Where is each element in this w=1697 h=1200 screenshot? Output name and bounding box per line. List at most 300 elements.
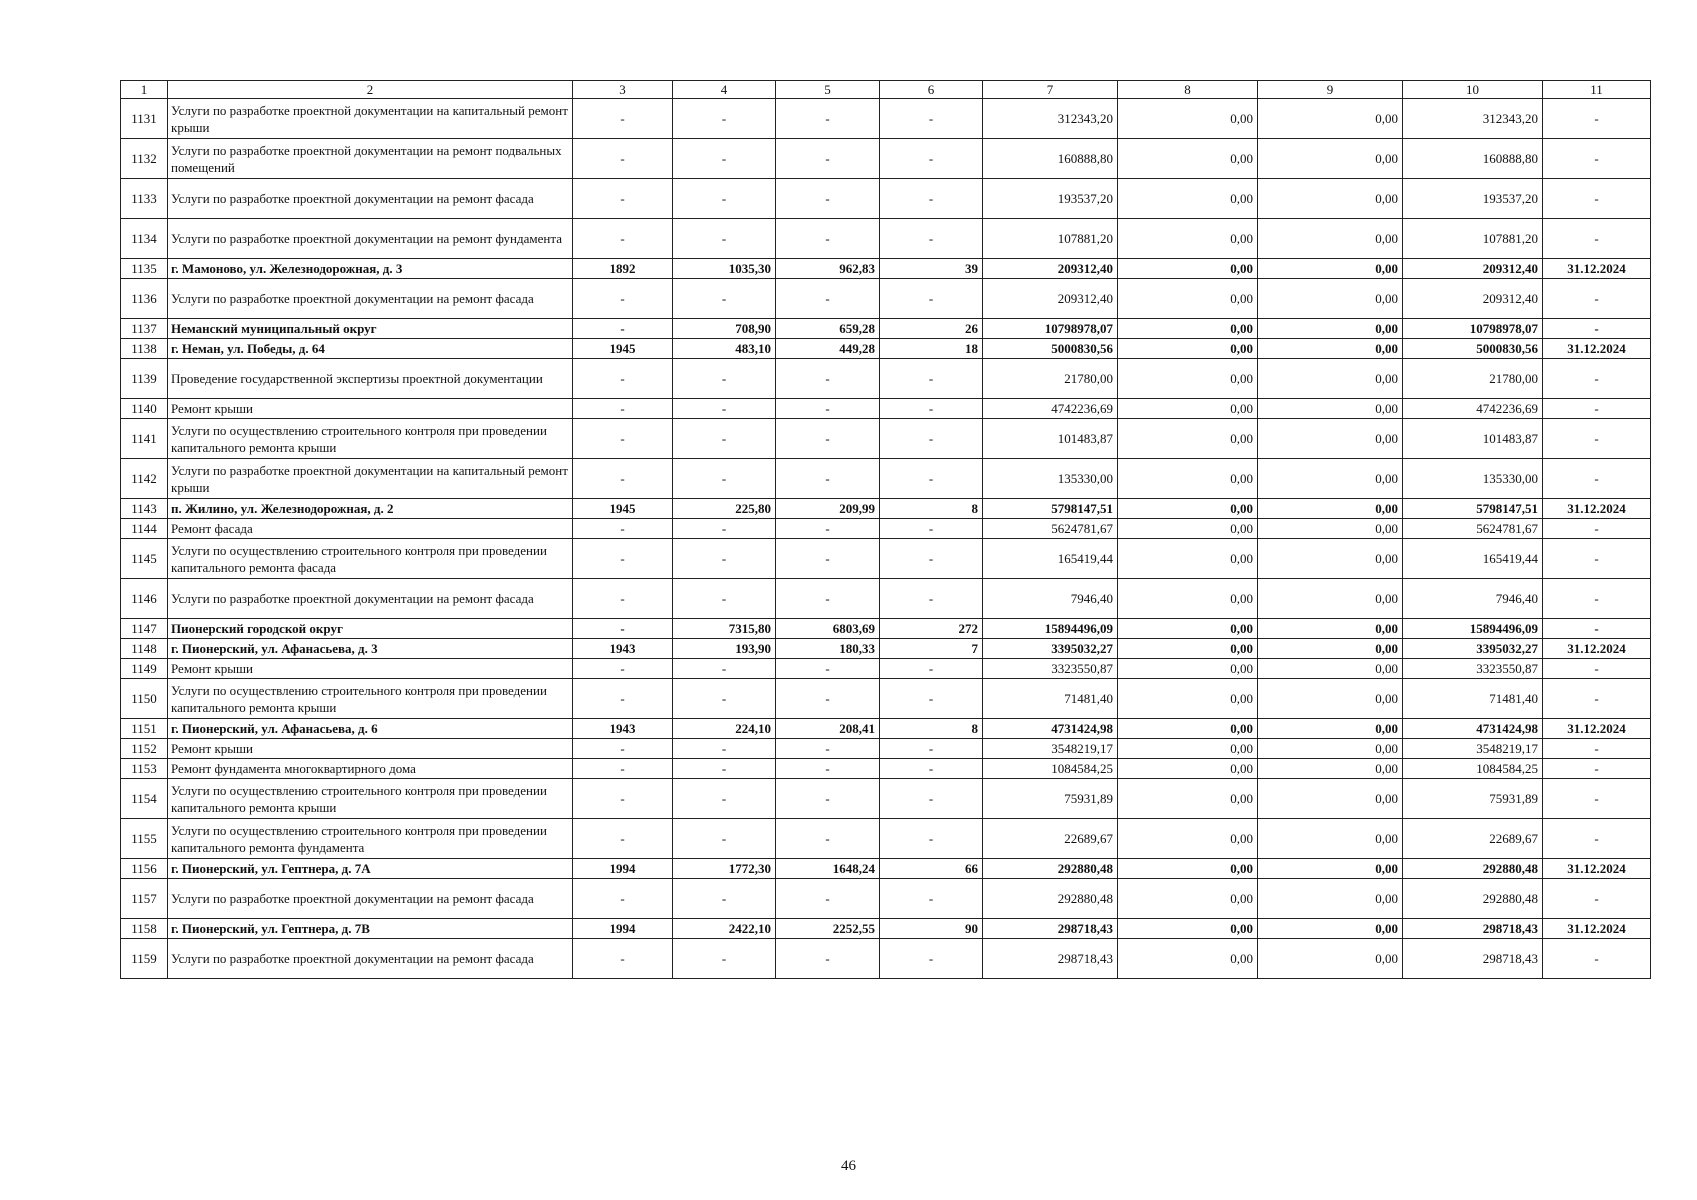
cell-col-10: 312343,20 — [1403, 99, 1543, 139]
cell-col-5: 1648,24 — [776, 859, 880, 879]
cell-col-3: - — [573, 679, 673, 719]
cell-col-8: 0,00 — [1118, 939, 1258, 979]
cell-col-11: - — [1543, 139, 1651, 179]
cell-col-9: 0,00 — [1258, 99, 1403, 139]
row-name: Услуги по разработке проектной документации на капитальный ремонт крыши — [168, 99, 573, 139]
cell-col-10: 5798147,51 — [1403, 499, 1543, 519]
cell-col-6: - — [880, 519, 983, 539]
cell-col-10: 1084584,25 — [1403, 759, 1543, 779]
table-row — [121, 859, 1651, 879]
table-row — [121, 659, 1651, 679]
capital-repair-table — [120, 80, 1651, 979]
cell-col-8: 0,00 — [1118, 359, 1258, 399]
header-cell-8: 8 — [1118, 81, 1258, 99]
row-number: 1148 — [121, 639, 168, 659]
header-cell-2: 2 — [168, 81, 573, 99]
cell-col-10: 298718,43 — [1403, 939, 1543, 979]
table-row — [121, 219, 1651, 259]
row-name: Услуги по осуществлению строительного контроля при проведении капитального ремонта крыши — [168, 679, 573, 719]
cell-col-8: 0,00 — [1118, 759, 1258, 779]
cell-col-6: - — [880, 679, 983, 719]
cell-col-6: 8 — [880, 719, 983, 739]
cell-col-10: 71481,40 — [1403, 679, 1543, 719]
cell-col-5: - — [776, 819, 880, 859]
cell-col-3: - — [573, 619, 673, 639]
table-row — [121, 279, 1651, 319]
row-number: 1140 — [121, 399, 168, 419]
table-row — [121, 619, 1651, 639]
cell-col-7: 312343,20 — [983, 99, 1118, 139]
cell-col-10: 298718,43 — [1403, 919, 1543, 939]
cell-col-4: 708,90 — [673, 319, 776, 339]
cell-col-7: 3323550,87 — [983, 659, 1118, 679]
cell-col-8: 0,00 — [1118, 99, 1258, 139]
cell-col-4: 1035,30 — [673, 259, 776, 279]
table-row — [121, 179, 1651, 219]
row-number: 1149 — [121, 659, 168, 679]
cell-col-5: - — [776, 539, 880, 579]
cell-col-7: 292880,48 — [983, 859, 1118, 879]
cell-col-3: - — [573, 779, 673, 819]
cell-col-10: 165419,44 — [1403, 539, 1543, 579]
cell-col-3: - — [573, 319, 673, 339]
row-number: 1151 — [121, 719, 168, 739]
cell-col-3: 1892 — [573, 259, 673, 279]
cell-col-9: 0,00 — [1258, 499, 1403, 519]
table-body — [121, 99, 1651, 979]
row-number: 1134 — [121, 219, 168, 259]
cell-col-11: - — [1543, 459, 1651, 499]
row-number: 1133 — [121, 179, 168, 219]
cell-col-6: 272 — [880, 619, 983, 639]
cell-col-7: 298718,43 — [983, 919, 1118, 939]
row-name: Проведение государственной экспертизы проектной документации — [168, 359, 573, 399]
cell-col-10: 3323550,87 — [1403, 659, 1543, 679]
cell-col-3: - — [573, 459, 673, 499]
cell-col-5: - — [776, 779, 880, 819]
cell-col-9: 0,00 — [1258, 339, 1403, 359]
header-cell-10: 10 — [1403, 81, 1543, 99]
cell-col-11: - — [1543, 739, 1651, 759]
cell-col-9: 0,00 — [1258, 939, 1403, 979]
row-name: п. Жилино, ул. Железнодорожная, д. 2 — [168, 499, 573, 519]
row-name: Услуги по разработке проектной документации на ремонт фасада — [168, 279, 573, 319]
row-number: 1141 — [121, 419, 168, 459]
cell-col-3: - — [573, 939, 673, 979]
cell-col-7: 165419,44 — [983, 539, 1118, 579]
row-number: 1132 — [121, 139, 168, 179]
cell-col-8: 0,00 — [1118, 499, 1258, 519]
row-name: Услуги по разработке проектной документации на ремонт фасада — [168, 579, 573, 619]
header-cell-5: 5 — [776, 81, 880, 99]
table-row — [121, 399, 1651, 419]
cell-col-6: - — [880, 939, 983, 979]
cell-col-5: - — [776, 459, 880, 499]
row-name: Услуги по разработке проектной документации на ремонт подвальных помещений — [168, 139, 573, 179]
cell-col-9: 0,00 — [1258, 259, 1403, 279]
cell-col-6: - — [880, 359, 983, 399]
cell-col-11: 31.12.2024 — [1543, 719, 1651, 739]
table-row — [121, 99, 1651, 139]
cell-col-5: - — [776, 659, 880, 679]
cell-col-3: 1945 — [573, 499, 673, 519]
cell-col-3: 1945 — [573, 339, 673, 359]
cell-col-4: - — [673, 539, 776, 579]
row-number: 1158 — [121, 919, 168, 939]
cell-col-8: 0,00 — [1118, 819, 1258, 859]
row-name: г. Неман, ул. Победы, д. 64 — [168, 339, 573, 359]
cell-col-8: 0,00 — [1118, 539, 1258, 579]
cell-col-4: - — [673, 679, 776, 719]
cell-col-11: - — [1543, 879, 1651, 919]
row-number: 1144 — [121, 519, 168, 539]
table-row — [121, 519, 1651, 539]
cell-col-6: - — [880, 759, 983, 779]
row-number: 1137 — [121, 319, 168, 339]
cell-col-8: 0,00 — [1118, 619, 1258, 639]
cell-col-5: 180,33 — [776, 639, 880, 659]
cell-col-9: 0,00 — [1258, 779, 1403, 819]
cell-col-5: - — [776, 679, 880, 719]
cell-col-7: 209312,40 — [983, 259, 1118, 279]
cell-col-7: 71481,40 — [983, 679, 1118, 719]
cell-col-5: - — [776, 579, 880, 619]
cell-col-10: 3395032,27 — [1403, 639, 1543, 659]
cell-col-7: 107881,20 — [983, 219, 1118, 259]
cell-col-3: 1943 — [573, 719, 673, 739]
cell-col-10: 292880,48 — [1403, 859, 1543, 879]
cell-col-6: - — [880, 779, 983, 819]
cell-col-4: - — [673, 179, 776, 219]
cell-col-4: 193,90 — [673, 639, 776, 659]
cell-col-10: 5624781,67 — [1403, 519, 1543, 539]
cell-col-11: - — [1543, 359, 1651, 399]
cell-col-5: 2252,55 — [776, 919, 880, 939]
cell-col-7: 22689,67 — [983, 819, 1118, 859]
row-number: 1154 — [121, 779, 168, 819]
cell-col-10: 4731424,98 — [1403, 719, 1543, 739]
cell-col-7: 7946,40 — [983, 579, 1118, 619]
cell-col-8: 0,00 — [1118, 179, 1258, 219]
cell-col-3: - — [573, 139, 673, 179]
cell-col-4: 483,10 — [673, 339, 776, 359]
cell-col-9: 0,00 — [1258, 539, 1403, 579]
cell-col-7: 75931,89 — [983, 779, 1118, 819]
cell-col-5: - — [776, 279, 880, 319]
cell-col-11: - — [1543, 579, 1651, 619]
header-cell-4: 4 — [673, 81, 776, 99]
cell-col-11: - — [1543, 219, 1651, 259]
cell-col-8: 0,00 — [1118, 219, 1258, 259]
table-row — [121, 739, 1651, 759]
cell-col-3: - — [573, 539, 673, 579]
row-number: 1145 — [121, 539, 168, 579]
cell-col-4: 224,10 — [673, 719, 776, 739]
cell-col-10: 193537,20 — [1403, 179, 1543, 219]
cell-col-11: - — [1543, 319, 1651, 339]
cell-col-6: 8 — [880, 499, 983, 519]
cell-col-9: 0,00 — [1258, 719, 1403, 739]
table-row — [121, 419, 1651, 459]
table-row — [121, 339, 1651, 359]
row-number: 1135 — [121, 259, 168, 279]
row-name: Ремонт крыши — [168, 739, 573, 759]
table-row — [121, 939, 1651, 979]
cell-col-4: 225,80 — [673, 499, 776, 519]
row-number: 1143 — [121, 499, 168, 519]
row-name: Услуги по осуществлению строительного контроля при проведении капитального ремонта фасада — [168, 539, 573, 579]
cell-col-9: 0,00 — [1258, 739, 1403, 759]
cell-col-3: - — [573, 879, 673, 919]
cell-col-9: 0,00 — [1258, 659, 1403, 679]
cell-col-9: 0,00 — [1258, 219, 1403, 259]
row-name: Услуги по разработке проектной документации на ремонт фундамента — [168, 219, 573, 259]
cell-col-6: 39 — [880, 259, 983, 279]
cell-col-8: 0,00 — [1118, 779, 1258, 819]
cell-col-3: - — [573, 739, 673, 759]
row-number: 1152 — [121, 739, 168, 759]
table-row — [121, 359, 1651, 399]
cell-col-6: - — [880, 179, 983, 219]
cell-col-9: 0,00 — [1258, 879, 1403, 919]
cell-col-9: 0,00 — [1258, 679, 1403, 719]
cell-col-7: 4731424,98 — [983, 719, 1118, 739]
cell-col-3: - — [573, 759, 673, 779]
cell-col-8: 0,00 — [1118, 519, 1258, 539]
cell-col-5: - — [776, 179, 880, 219]
cell-col-8: 0,00 — [1118, 859, 1258, 879]
row-number: 1142 — [121, 459, 168, 499]
cell-col-6: - — [880, 419, 983, 459]
cell-col-11: 31.12.2024 — [1543, 639, 1651, 659]
cell-col-11: - — [1543, 659, 1651, 679]
table-row — [121, 639, 1651, 659]
row-name: г. Мамоново, ул. Железнодорожная, д. 3 — [168, 259, 573, 279]
cell-col-6: 90 — [880, 919, 983, 939]
table-row — [121, 459, 1651, 499]
cell-col-7: 5798147,51 — [983, 499, 1118, 519]
cell-col-4: - — [673, 99, 776, 139]
cell-col-11: - — [1543, 779, 1651, 819]
cell-col-4: - — [673, 519, 776, 539]
table-row — [121, 679, 1651, 719]
cell-col-8: 0,00 — [1118, 679, 1258, 719]
row-name: г. Пионерский, ул. Афанасьева, д. 6 — [168, 719, 573, 739]
cell-col-3: - — [573, 179, 673, 219]
cell-col-3: 1994 — [573, 859, 673, 879]
row-number: 1150 — [121, 679, 168, 719]
cell-col-10: 75931,89 — [1403, 779, 1543, 819]
cell-col-8: 0,00 — [1118, 319, 1258, 339]
cell-col-3: - — [573, 419, 673, 459]
row-name: Ремонт крыши — [168, 399, 573, 419]
cell-col-5: - — [776, 399, 880, 419]
cell-col-9: 0,00 — [1258, 619, 1403, 639]
cell-col-6: - — [880, 219, 983, 259]
cell-col-10: 209312,40 — [1403, 259, 1543, 279]
table-row — [121, 259, 1651, 279]
cell-col-10: 22689,67 — [1403, 819, 1543, 859]
cell-col-11: - — [1543, 539, 1651, 579]
cell-col-10: 209312,40 — [1403, 279, 1543, 319]
cell-col-6: - — [880, 579, 983, 619]
row-number: 1131 — [121, 99, 168, 139]
cell-col-9: 0,00 — [1258, 579, 1403, 619]
table-row — [121, 879, 1651, 919]
cell-col-6: - — [880, 399, 983, 419]
cell-col-8: 0,00 — [1118, 259, 1258, 279]
cell-col-10: 10798978,07 — [1403, 319, 1543, 339]
row-name: Услуги по осуществлению строительного контроля при проведении капитального ремонта крыши — [168, 779, 573, 819]
cell-col-3: - — [573, 219, 673, 259]
row-number: 1146 — [121, 579, 168, 619]
cell-col-5: - — [776, 879, 880, 919]
cell-col-4: - — [673, 939, 776, 979]
cell-col-8: 0,00 — [1118, 659, 1258, 679]
cell-col-5: 6803,69 — [776, 619, 880, 639]
cell-col-11: - — [1543, 679, 1651, 719]
cell-col-10: 160888,80 — [1403, 139, 1543, 179]
header-cell-7: 7 — [983, 81, 1118, 99]
cell-col-7: 1084584,25 — [983, 759, 1118, 779]
cell-col-3: - — [573, 519, 673, 539]
cell-col-8: 0,00 — [1118, 879, 1258, 919]
cell-col-11: - — [1543, 939, 1651, 979]
table-row — [121, 579, 1651, 619]
table-row — [121, 819, 1651, 859]
cell-col-10: 4742236,69 — [1403, 399, 1543, 419]
header-cell-11: 11 — [1543, 81, 1651, 99]
cell-col-5: - — [776, 519, 880, 539]
cell-col-4: - — [673, 419, 776, 459]
row-name: г. Пионерский, ул. Гептнера, д. 7В — [168, 919, 573, 939]
cell-col-6: - — [880, 879, 983, 919]
table-row — [121, 759, 1651, 779]
row-name: Услуги по осуществлению строительного контроля при проведении капитального ремонта крыши — [168, 419, 573, 459]
row-number: 1157 — [121, 879, 168, 919]
cell-col-10: 7946,40 — [1403, 579, 1543, 619]
row-name: Услуги по осуществлению строительного контроля при проведении капитального ремонта фундамента — [168, 819, 573, 859]
cell-col-7: 4742236,69 — [983, 399, 1118, 419]
cell-col-11: - — [1543, 759, 1651, 779]
cell-col-7: 3395032,27 — [983, 639, 1118, 659]
cell-col-6: - — [880, 99, 983, 139]
cell-col-7: 135330,00 — [983, 459, 1118, 499]
cell-col-6: 7 — [880, 639, 983, 659]
cell-col-8: 0,00 — [1118, 639, 1258, 659]
cell-col-5: 962,83 — [776, 259, 880, 279]
row-number: 1156 — [121, 859, 168, 879]
cell-col-9: 0,00 — [1258, 639, 1403, 659]
cell-col-9: 0,00 — [1258, 399, 1403, 419]
cell-col-4: - — [673, 139, 776, 179]
cell-col-9: 0,00 — [1258, 859, 1403, 879]
cell-col-10: 5000830,56 — [1403, 339, 1543, 359]
cell-col-6: - — [880, 819, 983, 859]
cell-col-5: 208,41 — [776, 719, 880, 739]
table-row — [121, 779, 1651, 819]
cell-col-5: - — [776, 939, 880, 979]
cell-col-11: - — [1543, 619, 1651, 639]
cell-col-3: - — [573, 659, 673, 679]
cell-col-5: - — [776, 739, 880, 759]
cell-col-8: 0,00 — [1118, 339, 1258, 359]
cell-col-9: 0,00 — [1258, 519, 1403, 539]
table-row — [121, 719, 1651, 739]
table-row — [121, 499, 1651, 519]
cell-col-8: 0,00 — [1118, 459, 1258, 499]
cell-col-4: - — [673, 399, 776, 419]
cell-col-5: - — [776, 759, 880, 779]
cell-col-4: - — [673, 579, 776, 619]
cell-col-10: 101483,87 — [1403, 419, 1543, 459]
cell-col-6: - — [880, 739, 983, 759]
cell-col-4: - — [673, 739, 776, 759]
cell-col-4: 7315,80 — [673, 619, 776, 639]
cell-col-5: - — [776, 219, 880, 259]
cell-col-3: 1943 — [573, 639, 673, 659]
header-cell-9: 9 — [1258, 81, 1403, 99]
row-name: Услуги по разработке проектной документации на ремонт фасада — [168, 879, 573, 919]
cell-col-10: 292880,48 — [1403, 879, 1543, 919]
cell-col-3: - — [573, 579, 673, 619]
cell-col-8: 0,00 — [1118, 279, 1258, 319]
cell-col-11: - — [1543, 519, 1651, 539]
cell-col-4: - — [673, 759, 776, 779]
table-row — [121, 919, 1651, 939]
cell-col-7: 21780,00 — [983, 359, 1118, 399]
header-cell-6: 6 — [880, 81, 983, 99]
cell-col-7: 3548219,17 — [983, 739, 1118, 759]
cell-col-7: 160888,80 — [983, 139, 1118, 179]
cell-col-9: 0,00 — [1258, 139, 1403, 179]
cell-col-4: - — [673, 659, 776, 679]
table-row — [121, 539, 1651, 579]
row-number: 1155 — [121, 819, 168, 859]
cell-col-6: 26 — [880, 319, 983, 339]
header-cell-3: 3 — [573, 81, 673, 99]
cell-col-11: - — [1543, 819, 1651, 859]
cell-col-11: - — [1543, 99, 1651, 139]
cell-col-4: - — [673, 779, 776, 819]
cell-col-7: 15894496,09 — [983, 619, 1118, 639]
cell-col-5: - — [776, 419, 880, 459]
cell-col-7: 10798978,07 — [983, 319, 1118, 339]
table-row — [121, 139, 1651, 179]
cell-col-6: - — [880, 279, 983, 319]
cell-col-6: 18 — [880, 339, 983, 359]
cell-col-11: - — [1543, 419, 1651, 459]
cell-col-5: 659,28 — [776, 319, 880, 339]
cell-col-11: 31.12.2024 — [1543, 499, 1651, 519]
row-number: 1139 — [121, 359, 168, 399]
cell-col-11: - — [1543, 399, 1651, 419]
cell-col-4: 2422,10 — [673, 919, 776, 939]
cell-col-11: 31.12.2024 — [1543, 859, 1651, 879]
cell-col-11: 31.12.2024 — [1543, 339, 1651, 359]
row-name: Услуги по разработке проектной документации на ремонт фасада — [168, 179, 573, 219]
cell-col-7: 5624781,67 — [983, 519, 1118, 539]
cell-col-11: - — [1543, 179, 1651, 219]
cell-col-3: - — [573, 99, 673, 139]
cell-col-4: 1772,30 — [673, 859, 776, 879]
cell-col-5: 209,99 — [776, 499, 880, 519]
cell-col-8: 0,00 — [1118, 139, 1258, 179]
row-name: г. Пионерский, ул. Афанасьева, д. 3 — [168, 639, 573, 659]
cell-col-9: 0,00 — [1258, 359, 1403, 399]
cell-col-9: 0,00 — [1258, 759, 1403, 779]
cell-col-5: - — [776, 359, 880, 399]
